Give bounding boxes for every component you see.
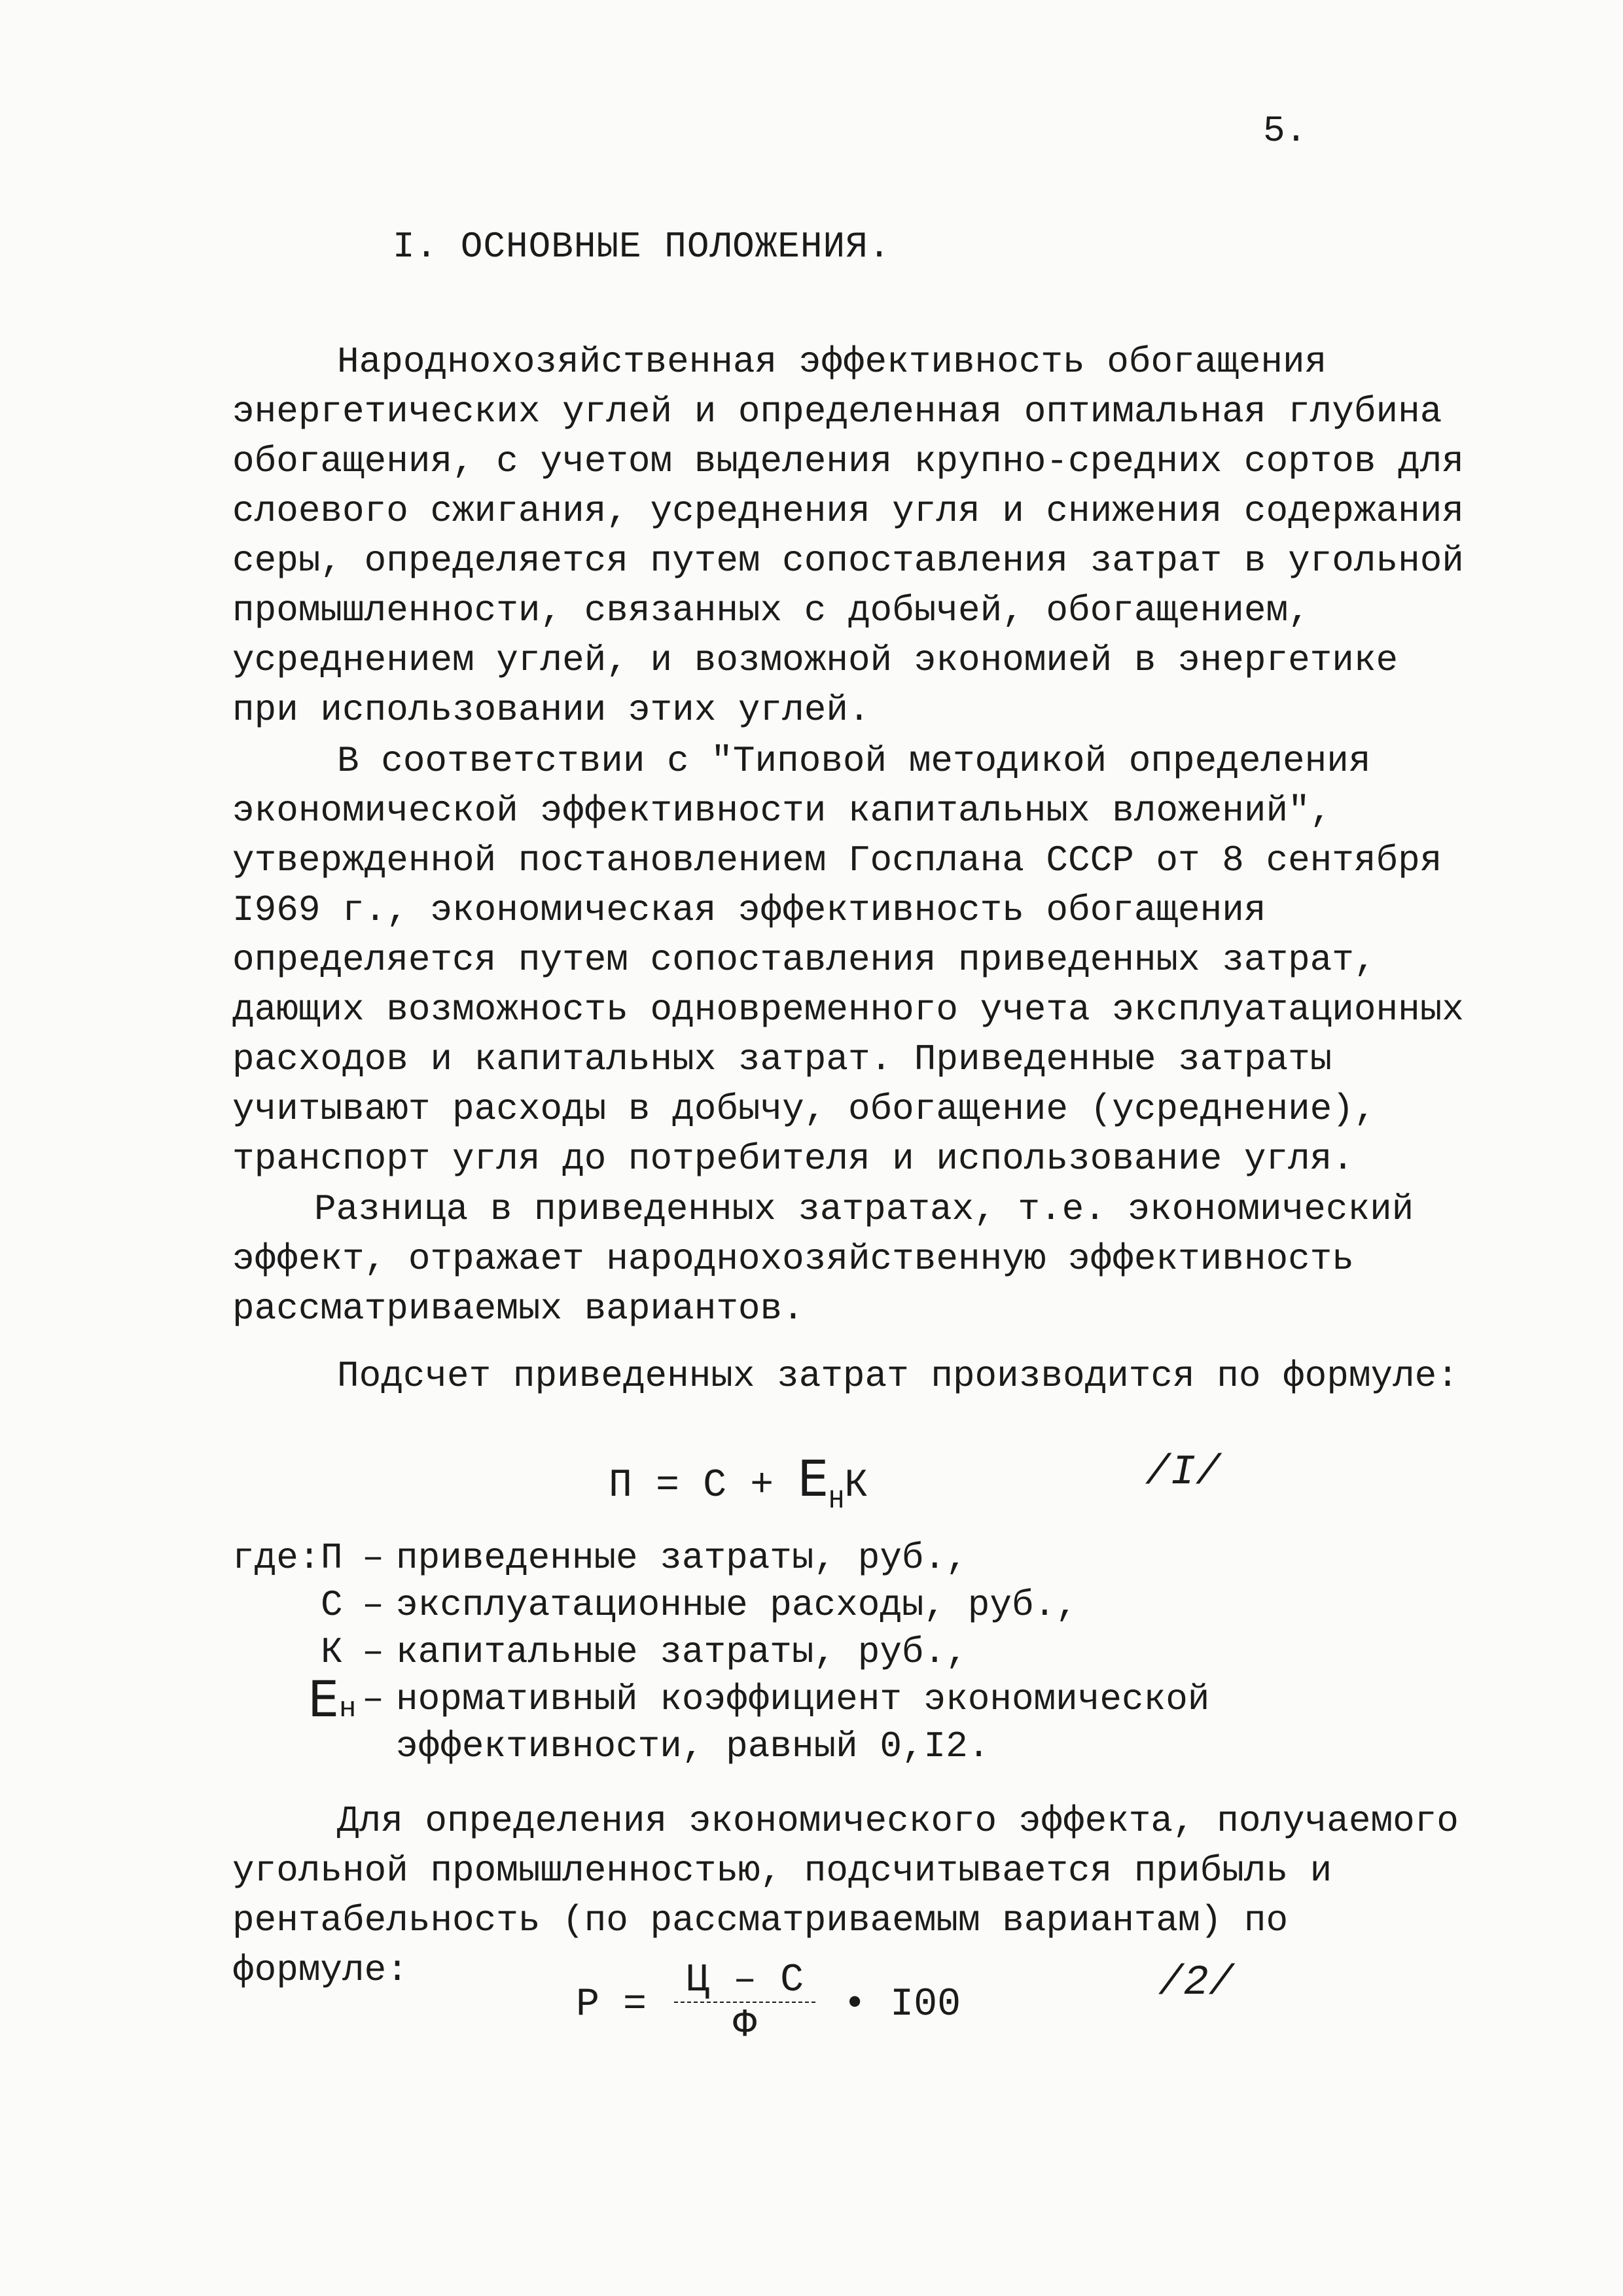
formula-1-e-sub: Н xyxy=(829,1487,845,1516)
paragraph-1 xyxy=(232,337,1476,735)
formula-2-fraction xyxy=(674,1960,815,2049)
legend-row-3 xyxy=(232,1629,1476,1676)
legend-text: капитальные затраты, руб., xyxy=(396,1631,968,1673)
formula-1-plus: + xyxy=(750,1464,774,1508)
formula-2-factor: I00 xyxy=(890,1982,961,2027)
paragraph-2-text: В соответствии с "Типовой методикой определения экономической эффективности капитальных вложений", утвержденной постановлением Госплана СССР от 8 сентября I969 г., экономическая эффективность обогащения определяется путем сопоставления приведенных затрат, дающих возможность одновременного учета эксплуатационных расходов и капитальных затрат. Приведенные затраты учитывают расходы в добычу, обогащение (усреднение), транспорт угля до потребителя и использование угля. xyxy=(232,740,1464,1180)
legend-text: нормативный коэффициент экономической эффективности, равный 0,I2. xyxy=(396,1678,1210,1767)
legend-lead: где: xyxy=(232,1537,321,1579)
formula-1-c: С xyxy=(703,1464,727,1508)
paragraph-5-text: Для определения экономического эффекта, получаемого угольной промышленностью, подсчитывается прибыль и рентабельность (по рассматриваемым вариантам) по формуле: xyxy=(232,1800,1459,1991)
formula-2-times: • xyxy=(843,1982,867,2027)
formula-2-numerator: Ц – С xyxy=(674,1960,815,2003)
legend-dash: – xyxy=(362,1537,384,1579)
legend-dash: – xyxy=(362,1678,384,1720)
formula-1-k: К xyxy=(844,1464,868,1508)
legend-symbol xyxy=(308,1670,357,1733)
legend-row-1 xyxy=(232,1534,1476,1581)
legend-row-4 xyxy=(232,1670,1476,1770)
paragraph-3 xyxy=(232,1184,1476,1333)
paragraph-1-text: Народнохозяйственная эффективность обогащения энергетических углей и определенная оптимальная глубина обогащения, с учетом выделения крупно-средних сортов для слоевого сжигания, усреднения угля и снижения содержания серы, определяется путем сопоставления затрат в угольной промышленности, связанных с добычей, обогащением, усреднением углей, и возможной экономией в энергетике при использовании этих углей. xyxy=(232,341,1464,731)
section-heading: I. ОСНОВНЫЕ ПОЛОЖЕНИЯ. xyxy=(393,226,891,268)
legend-dash: – xyxy=(362,1584,384,1626)
formula-2-number: /2/ xyxy=(1158,1960,1234,2007)
legend-text: эксплуатационные расходы, руб., xyxy=(396,1584,1078,1626)
formula-1-lhs: П xyxy=(609,1464,633,1508)
formula-2-lhs: Р xyxy=(576,1982,600,2027)
paragraph-4 xyxy=(232,1351,1476,1401)
legend-symbol-e: Е xyxy=(308,1670,340,1728)
page-number: 5. xyxy=(1263,110,1308,152)
paragraph-4-text: Подсчет приведенных затрат производится по формуле: xyxy=(337,1355,1459,1397)
formula-2-eq: = xyxy=(623,1982,647,2027)
legend-row-2 xyxy=(232,1581,1476,1629)
formula-legend xyxy=(232,1534,1476,1770)
legend-symbol: С xyxy=(321,1584,343,1626)
formula-1-e: Е xyxy=(797,1449,829,1508)
legend-symbol-sub: н xyxy=(339,1693,357,1725)
formula-1 xyxy=(609,1449,868,1516)
formula-1-eq: = xyxy=(656,1464,680,1508)
paragraph-2 xyxy=(232,736,1476,1184)
formula-2 xyxy=(576,1960,961,2049)
formula-1-number: /I/ xyxy=(1145,1449,1221,1496)
formula-2-denominator: Ф xyxy=(733,2004,757,2048)
legend-symbol: П xyxy=(321,1537,343,1579)
legend-symbol: К xyxy=(321,1631,343,1673)
legend-text: приведенные затраты, руб., xyxy=(396,1537,968,1579)
paragraph-3-text: Разница в приведенных затратах, т.е. экономический эффект, отражает народнохозяйственную эффективность рассматриваемых вариантов. xyxy=(232,1188,1414,1330)
legend-dash: – xyxy=(362,1631,384,1673)
